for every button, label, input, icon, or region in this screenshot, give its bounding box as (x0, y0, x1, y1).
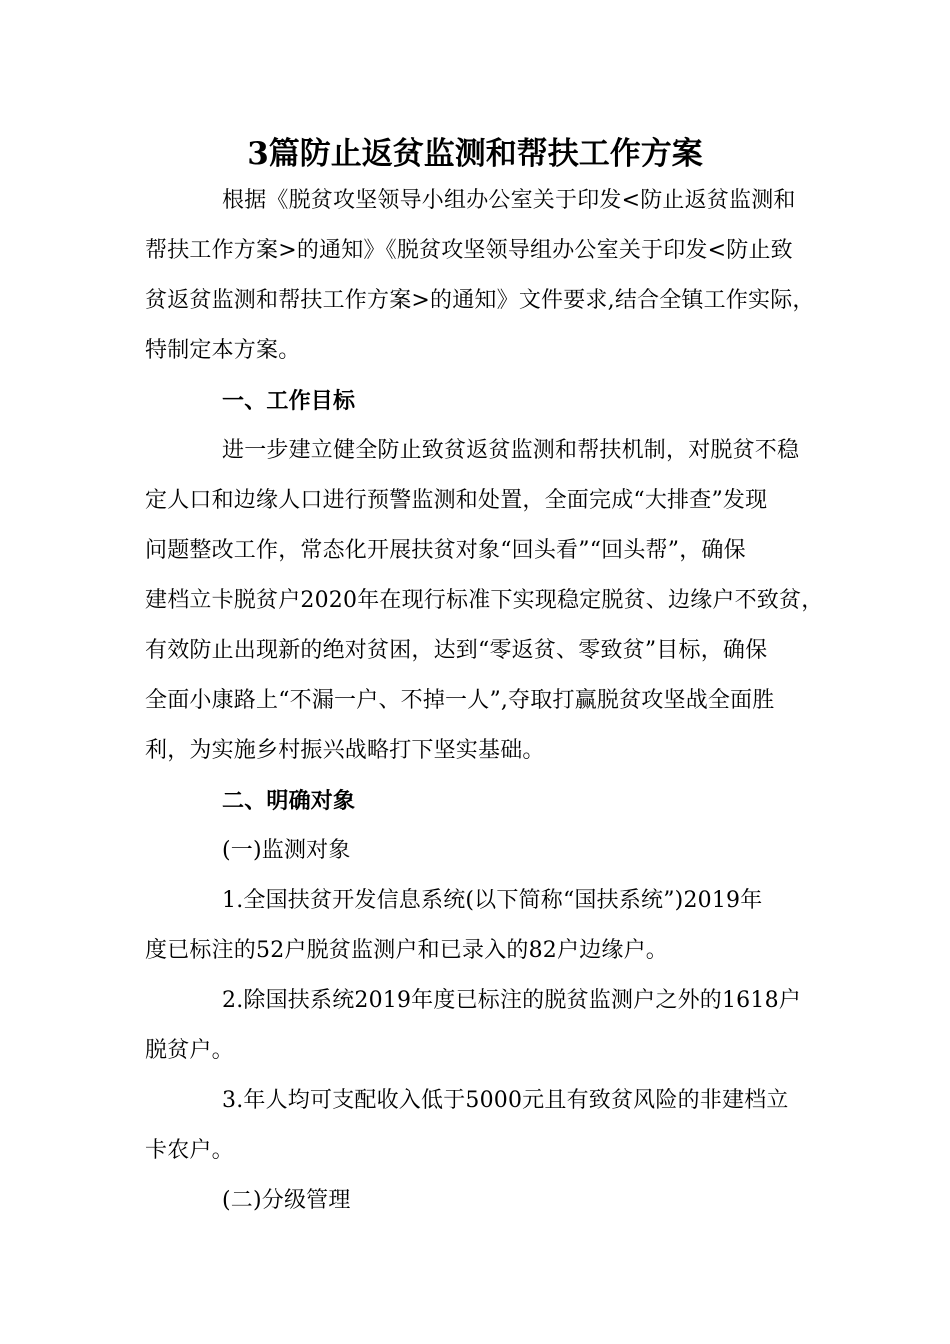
paragraph-line: 度已标注的52户脱贫监测户和已录入的82户边缘户。 (145, 938, 668, 963)
paragraph-line: 2.除国扶系统2019年度已标注的脱贫监测户之外的1618户 (222, 988, 801, 1013)
paragraph-line: 建档立卡脱贫户2020年在现行标准下实现稳定脱贫、边缘户不致贫， (145, 588, 824, 613)
paragraph-line: 贫返贫监测和帮扶工作方案>的通知》文件要求,结合全镇工作实际， (145, 288, 815, 313)
paragraph-line: 定人口和边缘人口进行预警监测和处置，全面完成“大排查”发现 (145, 488, 768, 513)
paragraph-line: 根据《脱贫攻坚领导小组办公室关于印发<防止返贫监测和 (222, 188, 796, 213)
paragraph-line: 帮扶工作方案>的通知》《脱贫攻坚领导组办公室关于印发<防止致 (145, 238, 793, 263)
paragraph-line: 1.全国扶贫开发信息系统(以下简称“国扶系统”)2019年 (222, 888, 763, 913)
paragraph-line: 脱贫户。 (145, 1038, 234, 1063)
paragraph-line: 问题整改工作，常态化开展扶贫对象“回头看”“回头帮”，确保 (145, 538, 746, 563)
paragraph-line: 利，为实施乡村振兴战略打下坚实基础。 (145, 738, 545, 763)
section-heading: 二、明确对象 (222, 788, 356, 814)
paragraph-line: 卡农户。 (145, 1138, 234, 1163)
paragraph-line: 3.年人均可支配收入低于5000元且有致贫风险的非建档立 (222, 1088, 789, 1113)
subsection-heading: (二)分级管理 (222, 1188, 351, 1213)
section-heading: 一、工作目标 (222, 388, 356, 414)
document-title: 3篇防止返贫监测和帮扶工作方案 (247, 136, 703, 172)
paragraph-line: 特制定本方案。 (145, 338, 301, 363)
subsection-heading: (一)监测对象 (222, 838, 351, 863)
paragraph-line: 进一步建立健全防止致贫返贫监测和帮扶机制，对脱贫不稳 (222, 438, 800, 463)
paragraph-line: 全面小康路上“不漏一户、不掉一人”,夺取打赢脱贫攻坚战全面胜 (145, 688, 775, 713)
paragraph-line: 有效防止出现新的绝对贫困，达到“零返贫、零致贫”目标，确保 (145, 638, 768, 663)
